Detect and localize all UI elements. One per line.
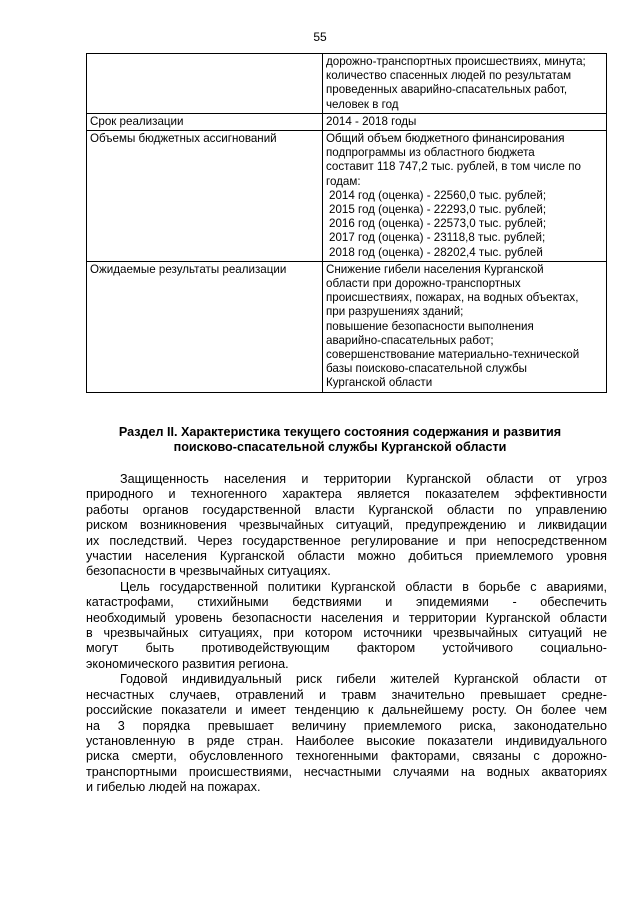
cell-text-line: 2018 год (оценка) - 28202,4 тыс. рублей — [329, 245, 543, 259]
section-heading-line: Раздел II. Характеристика текущего состояния содержания и развития — [118, 425, 562, 439]
table-row — [87, 113, 607, 130]
text-line: их последствий. Через государственное регулирование и при непосредственном — [86, 533, 607, 548]
cell-text-line: области при дорожно-транспортных — [326, 277, 521, 291]
cell-text-line: базы поисково-спасательной службы — [326, 362, 528, 376]
text-line: в чрезвычайных ситуациях, при котором источники чрезвычайных ситуаций не — [86, 626, 607, 641]
text-line: экономического развития региона. — [86, 656, 289, 671]
cell-text-line: Курганской области — [326, 376, 433, 390]
cell-text-line: 2016 год (оценка) - 22573,0 тыс. рублей; — [329, 217, 547, 231]
text-line: на 3 порядка превышает величину приемлемого риска, законодательно — [86, 718, 607, 733]
cell-text-line: количество спасенных людей по результатам — [326, 69, 572, 83]
cell-text-line: человек в год — [326, 97, 399, 111]
cell-text-line: 2014 год (оценка) - 22560,0 тыс. рублей; — [329, 188, 547, 202]
text-line: необходимый уровень безопасности населения и территории Курганской области — [86, 610, 607, 625]
cell-text-line: 2015 год (оценка) - 22293,0 тыс. рублей; — [329, 203, 547, 217]
table-row — [87, 131, 607, 262]
text-line: транспортными происшествиями, несчастными случаями на водных акваториях — [86, 764, 607, 779]
table-cell-label: Ожидаемые результаты реализации — [87, 261, 323, 392]
section-body — [86, 472, 607, 796]
subprogram-passport-table — [86, 53, 607, 393]
table-cell-value — [323, 261, 607, 392]
text-line: установленную в ряде стран. Наиболее высокие показатели индивидуального — [86, 733, 607, 748]
text-line: Цель государственной политики Курганской области в борьбе с авариями, — [120, 579, 607, 594]
cell-text-line: Общий объем бюджетного финансирования — [326, 132, 565, 146]
text-line: риском возникновения чрезвычайных ситуаций, предупреждению и ликвидации — [86, 518, 607, 533]
table-row — [87, 54, 607, 114]
text-line: природного и техногенного характера является показателем эффективности — [86, 487, 607, 502]
text-line: Годовой индивидуальный риск гибели жителей Курганской области от — [120, 672, 607, 687]
text-line: и гибелью людей на пожарах. — [86, 780, 261, 795]
text-line: безопасности в чрезвычайных ситуациях. — [86, 564, 331, 579]
text-line: российские показатели и имеет тенденцию к дальнейшему росту. Он более чем — [86, 703, 607, 718]
section-heading — [70, 425, 610, 455]
text-line: Защищенность населения и территории Курганской области от угроз — [120, 472, 607, 486]
cell-text-line: совершенствование материально-технической — [326, 348, 580, 362]
text-line: катастрофами, стихийными бедствиями и эпидемиями - обеспечить — [86, 595, 607, 610]
page-number: 55 — [313, 30, 327, 44]
cell-text-line: повышение безопасности выполнения — [326, 319, 534, 333]
paragraph — [86, 672, 607, 795]
section-heading-line: поисково-спасательной службы Курганской области — [173, 440, 507, 454]
table-row — [87, 261, 607, 392]
text-line: могут быть противодействующим фактором устойчивого социально- — [86, 641, 607, 656]
table-cell-value — [323, 54, 607, 114]
paragraph — [86, 580, 607, 672]
text-line: работы органов государственной власти Курганской области по управлению — [86, 502, 607, 517]
cell-text-line: 2017 год (оценка) - 23118,8 тыс. рублей; — [329, 231, 546, 245]
table-cell-value: 2014 - 2018 годы — [323, 113, 607, 130]
cell-text-line: Снижение гибели населения Курганской — [326, 262, 544, 276]
cell-text-line: составит 118 747,2 тыс. рублей, в том числе по — [326, 160, 581, 174]
text-line: риска смерти, обусловленного техногенными факторами, связаны с дорожно- — [86, 749, 607, 764]
paragraph — [86, 472, 607, 580]
cell-text-line: годам: — [326, 174, 361, 188]
cell-text-line: проведенных аварийно-спасательных работ, — [326, 83, 568, 97]
cell-text-line: при разрушениях зданий; — [326, 305, 464, 319]
cell-text-line: подпрограммы из областного бюджета — [326, 146, 535, 160]
table-cell-value — [323, 131, 607, 262]
table-cell-label: Объемы бюджетных ассигнований — [87, 131, 323, 262]
table-cell-label: Срок реализации — [87, 113, 323, 130]
table-cell-label — [87, 54, 323, 114]
cell-text-line: дорожно-транспортных происшествиях, минута; — [326, 55, 586, 68]
cell-text-line: аварийно-спасательных работ; — [326, 333, 494, 347]
text-line: несчастных случаев, отравлений и травм значительно превышает средне- — [86, 687, 607, 702]
cell-text-line: происшествиях, пожарах, на водных объектах, — [326, 291, 579, 305]
text-line: участии населения Курганской области можно добиться приемлемого уровня — [86, 549, 607, 564]
